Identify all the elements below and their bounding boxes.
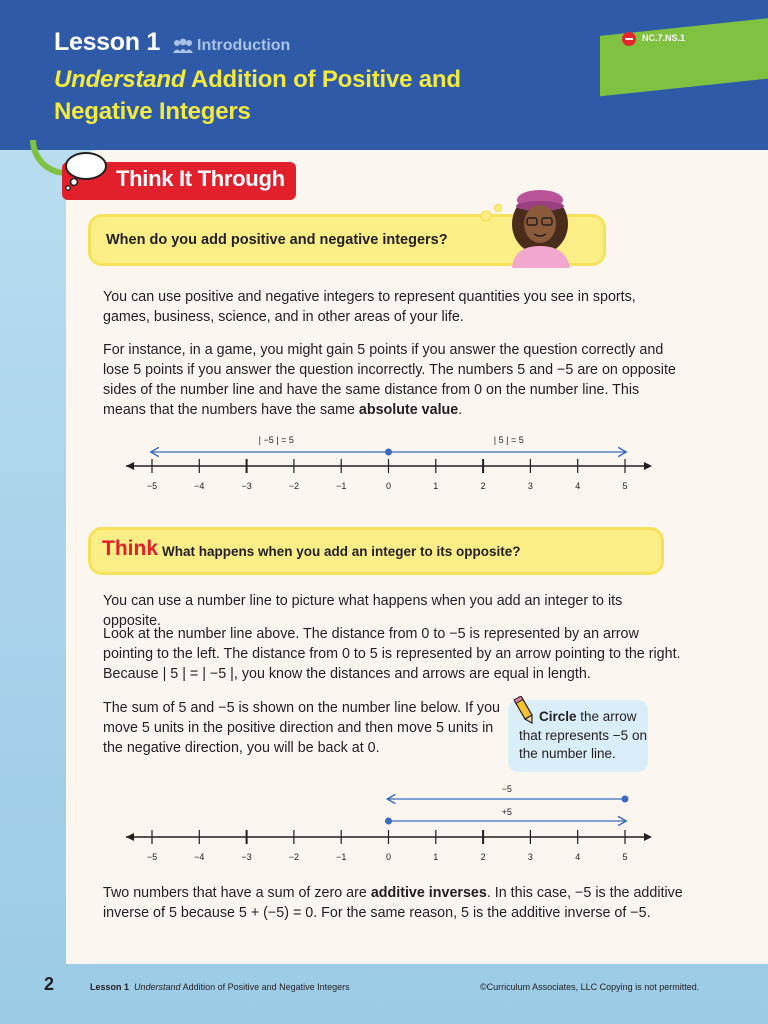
final-after: . In this case, −5 is the additive inverse of 5 because 5 + (−5) = 0. For the same reason, 5 is the additive inverse of −5. — [103, 885, 683, 921]
tick-label: −5 — [146, 481, 158, 491]
think-question: What happens when you add an integer to its opposite? — [162, 544, 521, 559]
tick-label: 3 — [527, 852, 533, 862]
no-entry-icon — [622, 32, 636, 46]
intro-paragraph-2-text: For instance, in a game, you might gain 5 points if you answer the question correctly and lose 5 points if you answer the question incorrectly. The numbers 5 and −5 are on opposite sides of the number line and have the same distance from 0 on the number line. This means that the numbers have the same — [103, 342, 676, 418]
hint-bold: Circle — [539, 709, 577, 724]
abs-neg-label: | −5 | = 5 — [258, 435, 294, 445]
footer-rest: Addition of Positive and Negative Integers — [180, 982, 350, 992]
think-word: Think — [102, 537, 158, 560]
tick-label: 0 — [385, 481, 392, 491]
lesson-number: Lesson 1 — [54, 28, 160, 56]
final-before: Two numbers that have a sum of zero are — [103, 885, 371, 901]
page-number: 2 — [44, 974, 55, 994]
think-paragraph-3: The sum of 5 and −5 is shown on the number line below. If you move 5 units in the positive direction and then move 5 units in the negative direction, you will be back at 0. — [103, 700, 500, 756]
tick-label: 4 — [575, 852, 581, 862]
abs-pos-label: | 5 | = 5 — [493, 435, 524, 445]
standard-code: NC.7.NS.1 — [642, 33, 686, 43]
tick-label: −5 — [146, 852, 158, 862]
footer-copyright: ©Curriculum Associates, LLC Copying is not permitted. — [480, 982, 700, 992]
tick-label: 2 — [480, 481, 486, 491]
tick-label: 2 — [480, 852, 486, 862]
intro-paragraph-2 — [103, 340, 681, 420]
tick-label: 5 — [622, 481, 628, 491]
minus-five-label: −5 — [501, 784, 512, 794]
tick-label: −3 — [241, 481, 252, 491]
tick-label: −4 — [194, 481, 205, 491]
tick-label: −4 — [194, 852, 205, 862]
tick-label: 3 — [527, 481, 533, 491]
tick-label: −2 — [288, 852, 300, 862]
tick-label: 4 — [575, 481, 581, 491]
footer-understand: Understand — [134, 982, 181, 992]
tick-label: 5 — [622, 852, 628, 862]
hint-rest: the arrow that represents −5 on the number line. — [519, 709, 647, 761]
tick-label: 1 — [433, 481, 439, 491]
hint-text — [519, 708, 647, 764]
student-illustration — [478, 182, 588, 268]
think-paragraph-1: You can use a number line to picture what happens when you add an integer to its opposite. — [103, 593, 623, 629]
title-line2: Negative Integers — [54, 98, 251, 125]
tick-label: −3 — [241, 852, 252, 862]
title-italic: Understand — [54, 66, 186, 93]
additive-inverses-term: additive inverses — [370, 885, 487, 901]
footer-lesson — [90, 982, 350, 992]
tick-label: 0 — [385, 852, 392, 862]
absolute-value-term: absolute value — [358, 402, 459, 418]
question-text: When do you add positive and negative integers? — [106, 232, 448, 248]
period: . — [458, 402, 463, 418]
tick-label: −2 — [288, 481, 300, 491]
tick-label: 1 — [433, 852, 439, 862]
section-label: Introduction — [197, 37, 291, 54]
intro-paragraph-1: You can use positive and negative integers to represent quantities you see in sports, games, business, science, and in other areas of your life. — [103, 289, 636, 325]
title-rest: Addition of Positive and — [185, 66, 461, 93]
think-it-through-title: Think It Through — [116, 166, 285, 191]
tick-label: −1 — [336, 481, 347, 491]
thought-cloud-icon — [60, 150, 110, 192]
page-title — [54, 64, 574, 128]
plus-five-label: +5 — [501, 807, 512, 817]
tick-label: −1 — [336, 852, 347, 862]
group-icon — [172, 37, 194, 55]
footer-lesson-label: Lesson 1 — [90, 982, 130, 992]
final-paragraph — [103, 883, 683, 923]
think-paragraph-2: Look at the number line above. The distance from 0 to −5 is represented by an arrow pointing to the left. The distance from 0 to 5 is represented by an arrow pointing to the right. Because | 5 | = | −5 |, you know the distances and arrows are equal in length. — [103, 626, 681, 682]
